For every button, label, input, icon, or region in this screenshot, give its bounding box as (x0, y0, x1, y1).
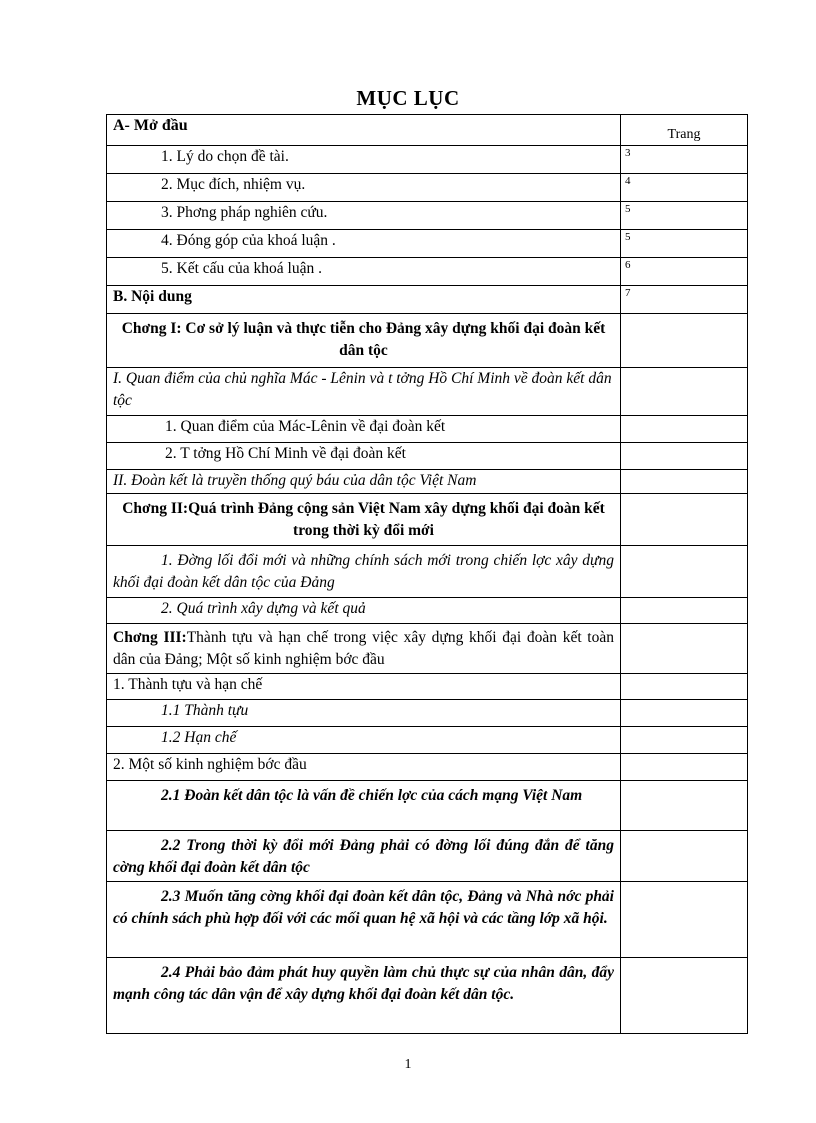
toc-entry-text: II. Đoàn kết là truyền thống quý báu của dân tộc Việt Nam (107, 470, 621, 494)
toc-entry-page: 7 (621, 286, 748, 314)
toc-entry-text: 1. Quan điểm của Mác-Lênin về đại đoàn kết (107, 416, 621, 443)
toc-entry-text: 2. Mục đích, nhiệm vụ. (107, 174, 621, 202)
table-row (107, 546, 748, 598)
table-row (107, 754, 748, 781)
trang-label: Trang (667, 127, 701, 142)
toc-entry-text: 2.3 Muốn tăng cờng khối đại đoàn kết dân tộc, Đảng và Nhà nớc phải có chính sách phù hợp đối với các mối quan hệ xã hội và các tầng lớp xã hội. (107, 882, 621, 958)
toc-entry-page (621, 754, 748, 781)
page-title: MỤC LỤC (356, 86, 460, 110)
table-row (107, 494, 748, 546)
toc-entry-page (621, 831, 748, 882)
toc-entry-page (621, 624, 748, 674)
toc-entry-page (621, 416, 748, 443)
toc-entry-page (621, 443, 748, 470)
toc-entry-page (621, 368, 748, 416)
table-row (107, 314, 748, 368)
toc-entry-page: 4 (621, 174, 748, 202)
toc-entry-page (621, 314, 748, 368)
toc-entry-page: 5 (621, 202, 748, 230)
toc-entry-page (621, 700, 748, 727)
table-row (107, 882, 748, 958)
toc-entry-page: 5 (621, 230, 748, 258)
table-row (107, 831, 748, 882)
table-row (107, 146, 748, 174)
table-row (107, 368, 748, 416)
chapter-heading: Chơng I: Cơ sở lý luận và thực tiễn cho Đảng xây dựng khối đại đoàn kết dân tộc (107, 314, 621, 368)
table-row (107, 727, 748, 754)
toc-entry-page (621, 546, 748, 598)
table-row (107, 416, 748, 443)
toc-entry-text: 1. Lý do chọn đề tài. (107, 146, 621, 174)
toc-entry-text: B. Nội dung (107, 286, 621, 314)
toc-entry-text: 2. Quá trình xây dựng và kết quả (107, 598, 621, 624)
toc-entry-page (621, 882, 748, 958)
table-row (107, 598, 748, 624)
table-row (107, 958, 748, 1034)
table-row (107, 258, 748, 286)
toc-entry-text: A- Mở đầu (107, 115, 621, 146)
toc-entry-page (621, 781, 748, 831)
chapter-label: Chơng III: (113, 629, 187, 646)
table-row (107, 624, 748, 674)
toc-entry-text (107, 624, 621, 674)
table-of-contents (106, 114, 748, 1034)
toc-entry-page: 3 (621, 146, 748, 174)
toc-entry-page (621, 470, 748, 494)
toc-entry-text: 1.2 Hạn chế (107, 727, 621, 754)
toc-entry-page (621, 958, 748, 1034)
toc-entry-text: 2.4 Phải bảo đảm phát huy quyền làm chủ thực sự của nhân dân, đẩy mạnh công tác dân vận để xây dựng khối đại đoàn kết dân tộc. (107, 958, 621, 1034)
toc-entry-text: 2.2 Trong thời kỳ đổi mới Đảng phải có đờng lối đúng đắn để tăng cờng khối đại đoàn kết dân tộc (107, 831, 621, 882)
page-column-header (621, 115, 748, 146)
toc-entry-page (621, 727, 748, 754)
table-row (107, 700, 748, 727)
table-row (107, 443, 748, 470)
toc-entry-text: 1. Thành tựu và hạn chế (107, 674, 621, 700)
toc-entry-page (621, 494, 748, 546)
toc-entry-text: 5. Kết cấu của khoá luận . (107, 258, 621, 286)
page-number: 1 (404, 1057, 412, 1072)
chapter-title: Thành tựu và hạn chế trong việc xây dựng khối đại đoàn kết toàn dân của Đảng; Một số kinh nghiệm bớc đầu (113, 629, 614, 668)
table-row (107, 115, 748, 146)
toc-entry-text: 1. Đờng lối đổi mới và những chính sách mới trong chiến lợc xây dựng khối đại đoàn kết dân tộc của Đảng (107, 546, 621, 598)
toc-entry-text: 4. Đóng góp của khoá luận . (107, 230, 621, 258)
toc-entry-text: 2. T tởng Hồ Chí Minh về đại đoàn kết (107, 443, 621, 470)
table-row (107, 674, 748, 700)
toc-entry-text: 2.1 Đoàn kết dân tộc là vấn đề chiến lợc của cách mạng Việt Nam (107, 781, 621, 831)
table-row (107, 781, 748, 831)
toc-entry-text: 3. Phơng pháp nghiên cứu. (107, 202, 621, 230)
table-row (107, 230, 748, 258)
table-row (107, 174, 748, 202)
toc-entry-page (621, 674, 748, 700)
toc-entry-text: I. Quan điểm của chủ nghĩa Mác - Lênin và t tởng Hồ Chí Minh về đoàn kết dân tộc (107, 368, 621, 416)
table-row (107, 470, 748, 494)
table-row (107, 286, 748, 314)
toc-entry-page (621, 598, 748, 624)
toc-entry-text: 1.1 Thành tựu (107, 700, 621, 727)
table-row (107, 202, 748, 230)
chapter-heading: Chơng II:Quá trình Đảng cộng sản Việt Nam xây dựng khối đại đoàn kết trong thời kỳ đổi mới (107, 494, 621, 546)
toc-entry-text: 2. Một số kinh nghiệm bớc đầu (107, 754, 621, 781)
toc-entry-page: 6 (621, 258, 748, 286)
